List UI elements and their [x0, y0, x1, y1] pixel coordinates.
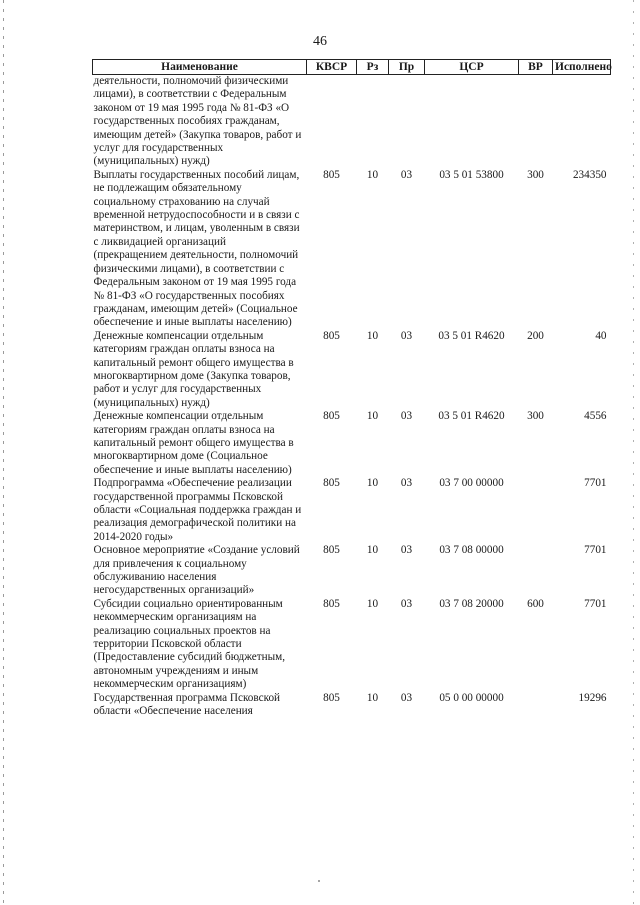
row-kvsr: 805: [323, 410, 340, 423]
row-vr: [519, 75, 553, 169]
budget-table: [92, 59, 611, 719]
table-row: [93, 544, 611, 598]
row-pr: 03: [400, 168, 413, 181]
row-csr: 03 7 08 20000: [439, 597, 504, 610]
row-vr: 300: [527, 168, 544, 181]
row-kvsr: 805: [323, 691, 340, 704]
row-kvsr: 805: [323, 168, 340, 181]
table-row: [93, 410, 611, 477]
row-executed: 19296: [578, 691, 607, 704]
row-csr: [425, 75, 519, 169]
row-vr: 200: [527, 329, 544, 342]
row-csr: 03 7 08 00000: [439, 544, 504, 557]
row-name: Субсидии социально ориентированным некоммерческим организациям на реализацию социальных проектов на территории Псковской области (Предоставление субсидий бюджетным, автономным учреждениям и иным некоммерческим организациям): [93, 597, 286, 691]
table-row: [93, 598, 611, 692]
row-csr: 05 0 00 00000: [439, 691, 504, 704]
scan-edge-right: [633, 0, 634, 905]
table-header-row: [93, 60, 611, 75]
row-pr: 03: [400, 477, 413, 490]
row-name: Основное мероприятие «Создание условий для привлечения к социальному обслуживанию населения негосударственных организаций»: [93, 544, 300, 597]
row-executed: [553, 75, 611, 169]
scan-edge-left: [3, 0, 4, 905]
row-vr: [519, 692, 553, 719]
header-rz: Рз: [357, 60, 389, 75]
table-row: [93, 330, 611, 410]
row-name: деятельности, полномочий физическими лицами), в соответствии с Федеральным законом от 19 мая 1995 года № 81-ФЗ «О государственных пособиях гражданам, имеющим детей» (Закупка товаров, работ и услуг для государственных (муниципальных) нужд): [93, 75, 302, 168]
row-vr: [519, 544, 553, 598]
row-rz: 10: [366, 691, 379, 704]
row-csr: 03 7 00 00000: [439, 477, 504, 490]
table-row: [93, 477, 611, 544]
header-kvsr: КВСР: [307, 60, 357, 75]
row-vr: 300: [527, 410, 544, 423]
row-rz: 10: [366, 544, 379, 557]
row-rz: 10: [366, 477, 379, 490]
row-name: Подпрограмма «Обеспечение реализации государственной программы Псковской области «Социальная поддержка граждан и реализация демографической политики на 2014-2020 годы»: [93, 477, 302, 543]
row-pr: 03: [400, 691, 413, 704]
table-row: [93, 75, 611, 169]
row-executed: 7701: [584, 477, 607, 490]
row-kvsr: 805: [323, 477, 340, 490]
row-kvsr: 805: [323, 544, 340, 557]
header-name: Наименование: [93, 60, 307, 75]
row-pr: 03: [400, 329, 413, 342]
row-name: Денежные компенсации отдельным категориям граждан оплаты взноса на капитальный ремонт общего имущества в многоквартирном доме (Социальное обеспечение и иные выплаты населению): [93, 410, 294, 476]
page-number: 46: [313, 34, 327, 49]
table-row: [93, 169, 611, 330]
row-executed: 7701: [584, 597, 607, 610]
header-pr: Пр: [389, 60, 425, 75]
header-vr: ВР: [519, 60, 553, 75]
table-row: [93, 692, 611, 719]
row-csr: 03 5 01 53800: [439, 168, 504, 181]
row-csr: 03 5 01 R4620: [438, 410, 505, 423]
row-executed: 4556: [584, 410, 607, 423]
row-pr: [389, 75, 425, 169]
header-csr: ЦСР: [425, 60, 519, 75]
row-kvsr: 805: [323, 597, 340, 610]
row-vr: 600: [527, 597, 544, 610]
header-executed: Исполнено: [553, 60, 611, 75]
row-executed: 7701: [584, 544, 607, 557]
row-rz: 10: [366, 329, 379, 342]
row-rz: 10: [366, 410, 379, 423]
row-executed: 234350: [572, 168, 607, 181]
row-vr: [519, 477, 553, 544]
row-rz: 10: [366, 168, 379, 181]
scan-speck: [318, 880, 320, 882]
row-kvsr: 805: [323, 329, 340, 342]
row-pr: 03: [400, 410, 413, 423]
row-csr: 03 5 01 R4620: [438, 329, 505, 342]
row-pr: 03: [400, 544, 413, 557]
row-executed: 40: [595, 329, 607, 342]
row-pr: 03: [400, 597, 413, 610]
row-kvsr: [307, 75, 357, 169]
row-rz: 10: [366, 597, 379, 610]
row-name: Выплаты государственных пособий лицам, не подлежащим обязательному социальному страхованию на случай временной нетрудоспособности и в связи с материнством, и лицам, уволенным в связи с ликвидацией организаций (прекращением деятельности, полномочий физическими лицами), в соответствии с Федеральным законом от 19 мая 1995 года № 81-ФЗ «О государственных пособиях гражданам, имеющим детей» (Социальное обеспечение и иные выплаты населению): [93, 168, 300, 329]
row-rz: [357, 75, 389, 169]
row-name: Государственная программа Псковской области «Обеспечение населения: [93, 691, 281, 718]
row-name: Денежные компенсации отдельным категориям граждан оплаты взноса на капитальный ремонт общего имущества в многоквартирном доме (Закупка товаров, работ и услуг для государственных (муниципальных) нужд): [93, 329, 294, 409]
